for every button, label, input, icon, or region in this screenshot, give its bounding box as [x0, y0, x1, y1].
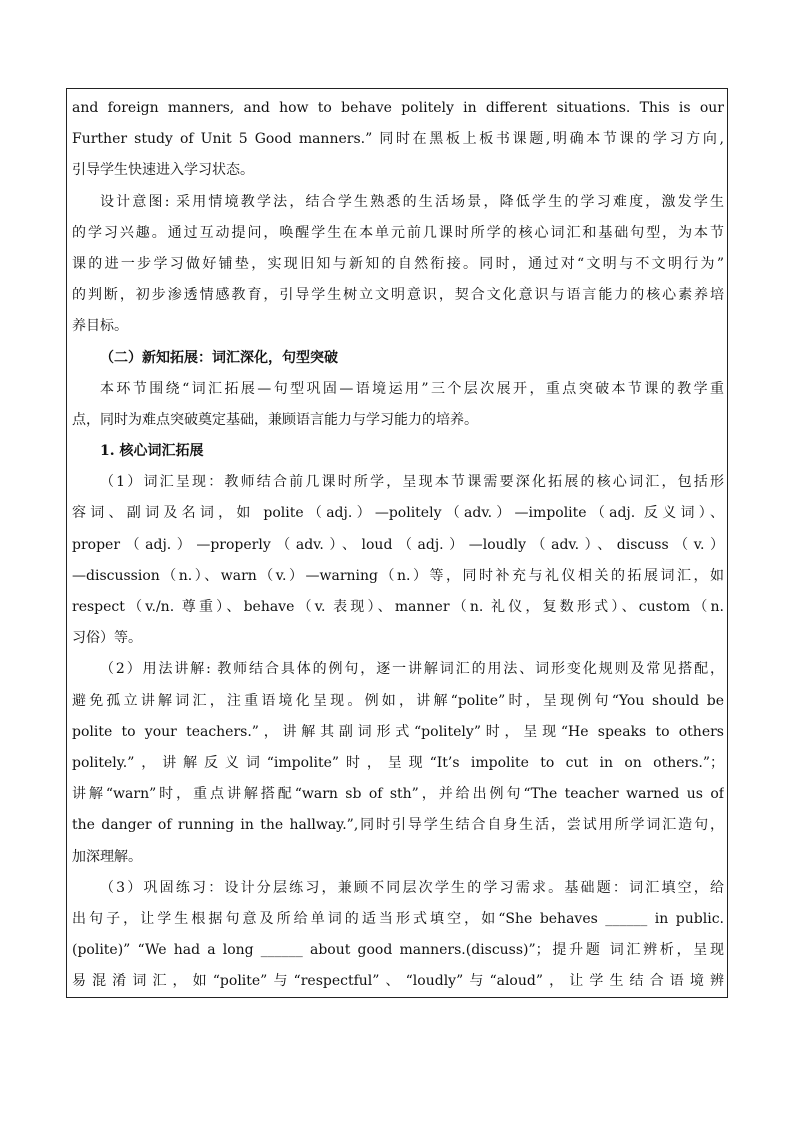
text-line: 的学习兴趣。通过互动提问，唤醒学生在本单元前几课时所学的核心词汇和基础句型，为本节 [72, 224, 724, 241]
text-line: 养目标。 [72, 318, 128, 335]
text-line: 的判断，初步渗透情感教育，引导学生树立文明意识，契合文化意识与语言能力的核心素养培 [72, 287, 724, 304]
lesson-plan-text [72, 93, 724, 997]
text-line: （3）巩固练习：设计分层练习，兼顾不同层次学生的学习需求。基础题：词汇填空，给 [100, 879, 724, 896]
text-line: 容词、副词及名词，如 polite（adj.）—politely（adv.）—impolite（adj. 反义词）、 [72, 505, 724, 522]
text-line: 课的进一步学习做好铺垫，实现旧知与新知的自然衔接。同时，通过对“文明与不文明行为” [72, 255, 724, 272]
text-line: 设计意图: 采用情境教学法，结合学生熟悉的生活场景，降低学生的学习难度，激发学生 [100, 193, 724, 210]
text-line: 避免孤立讲解词汇，注重语境化呈现。例如，讲解“polite”时，呈现例句“You should be [72, 692, 724, 709]
text-line: （1）词汇呈现：教师结合前几课时所学，呈现本节课需要深化拓展的核心词汇，包括形 [100, 474, 724, 491]
text-line: 讲解“warn”时，重点讲解搭配“warn sb of sth”，并给出例句“The teacher warned us of [72, 786, 724, 803]
text-line: 本环节围绕“词汇拓展—句型巩固—语境运用”三个层次展开，重点突破本节课的教学重 [100, 380, 724, 397]
text-line: and foreign manners, and how to behave politely in different situations. This is our [72, 100, 724, 116]
text-line: the danger of running in the hallway.”,同时引导学生结合自身生活，尝试用所学词汇造句， [72, 817, 724, 834]
text-line: polite to your teachers.”，讲解其副词形式“politely”时，呈现“He speaks to others [72, 723, 724, 740]
text-line: proper（adj.）—properly（adv.）、loud（adj.）—loudly（adv.）、discuss（v.） [72, 536, 724, 553]
text-line: 习俗）等。 [72, 630, 142, 647]
section-heading-line: （二）新知拓展：词汇深化，句型突破 [100, 349, 338, 366]
section-heading-line: 1. 核心词汇拓展 [100, 443, 204, 460]
text-line: (polite)” “We had a long ______ about good manners.(discuss)”；提升题 词汇辨析，呈现 [72, 942, 724, 959]
text-line: 易混淆词汇，如“polite”与“respectful”、“loudly”与“aloud”，让学生结合语境辨 [72, 973, 724, 990]
text-line: politely.”，讲解反义词“impolite”时，呈现“It’s impolite to cut in on others.”； [72, 754, 724, 771]
text-line: respect（v./n. 尊重）、behave（v. 表现）、manner（n. 礼仪，复数形式）、custom（n. [72, 599, 724, 615]
text-line: 点，同时为难点突破奠定基础，兼顾语言能力与学习能力的培养。 [72, 411, 478, 428]
text-line: —discussion（n.）、warn（v.）—warning（n.）等，同时补充与礼仪相关的拓展词汇，如 [72, 567, 724, 584]
text-line: 引导学生快速进入学习状态。 [72, 162, 254, 179]
text-line: Further study of Unit 5 Good manners.” 同时在黑板上板书课题,明确本节课的学习方向, [72, 131, 724, 148]
text-line: 出句子，让学生根据句意及所给单词的适当形式填空，如“She behaves ______ in public. [72, 910, 724, 927]
text-line: （2）用法讲解: 教师结合具体的例句，逐一讲解词汇的用法、词形变化规则及常见搭配， [100, 661, 724, 678]
text-line: 加深理解。 [72, 848, 142, 865]
